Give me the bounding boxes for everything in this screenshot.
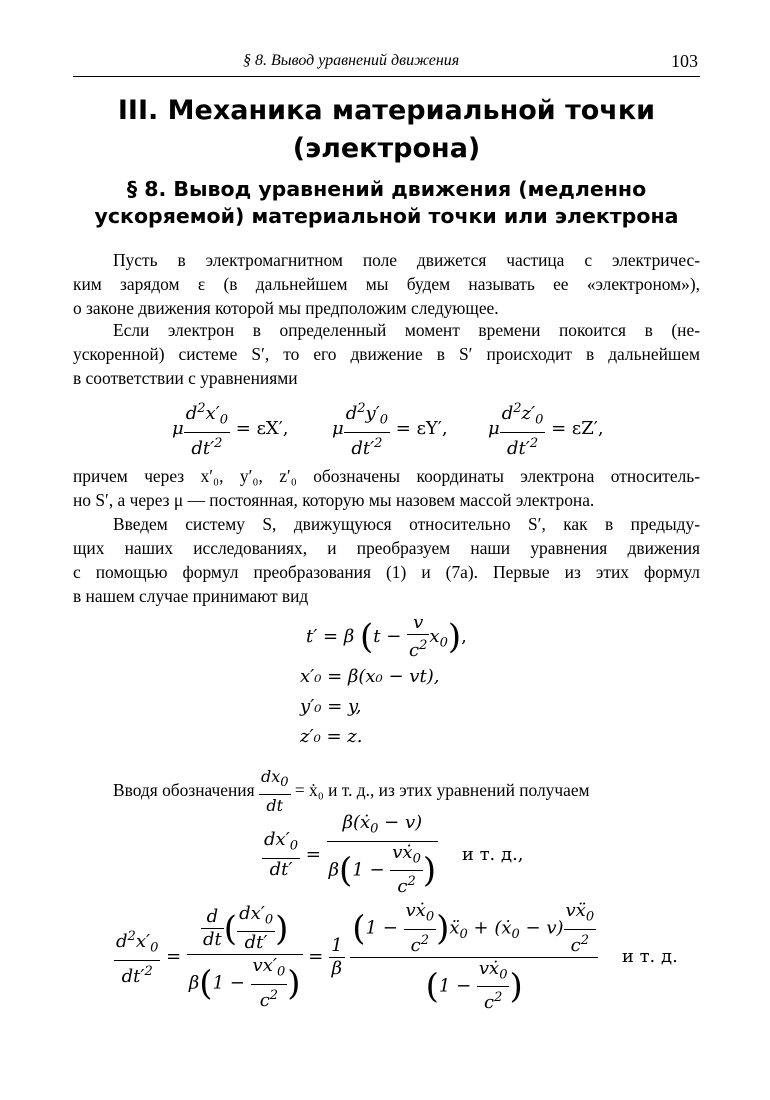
paragraph-line: Пусть в электромагнитном поле движется частица с электричес-: [113, 250, 700, 270]
chapter-title-line-2: (электрона): [292, 133, 481, 164]
running-title: § 8. Вывод уравнений движения: [243, 52, 460, 69]
paragraph-line: с помощью формул преобразования (1) и (7а). Первые из этих формул: [73, 562, 700, 582]
equation-transform-x: x′₀ = β(x₀ − vt),: [300, 666, 440, 687]
etc-final-label: и т. д.: [621, 946, 678, 968]
inline-fraction: $\frac{dx_0}{dt}$: [260, 767, 289, 816]
paragraph-4: [73, 512, 700, 608]
paragraph-line: в нашем случае принимают вид: [73, 586, 309, 606]
paragraph-line: Если электрон в определенный момент времени покоится в (не-: [113, 320, 700, 340]
paragraph-line: щих наших исследованиях, и преобразуем наши уравнения движения: [73, 538, 700, 558]
equation-motion-x: μ $\frac{d^2x'_0}{dt'^2}$ = εX′,: [172, 398, 289, 460]
equation-motion-z: μ $\frac{d^2z'_0}{dt'^2}$ = εZ′,: [488, 398, 604, 460]
etc-label: и т. д.,: [461, 844, 524, 866]
paragraph-5: [113, 766, 703, 817]
section-title-line-2: ускоряемой) материальной точки или электрона: [94, 204, 679, 228]
paragraph-line: ускоренной) системе S′, то его движение в S′ происходит в дальнейшем: [73, 344, 700, 364]
equation-transform-z: z′₀ = z.: [300, 726, 363, 747]
paragraph-5-before: Вводя обозначения: [113, 780, 255, 801]
paragraph-line: о законе движения которой мы предположим следующее.: [73, 298, 499, 318]
equation-velocity: $\frac{dx'_0}{dt'}$ = β(ẋ$_0$ − v) β(1 − $\frac{vẋ_0}{c^2}$ ) и т. д.,: [264, 812, 524, 898]
chapter-title-line-1: III. Механика материальной точки: [117, 95, 656, 126]
paragraph-2: [73, 318, 700, 390]
page-number: 103: [671, 51, 698, 71]
chapter-title: [73, 92, 700, 168]
paragraph-3: [73, 464, 700, 512]
running-head: [73, 50, 700, 77]
paragraph-line: но S′, а через μ — постоянная, которую мы назовем массой электрона.: [73, 490, 595, 510]
equation-motion-y: μ $\frac{d^2y'_0}{dt'^2}$ = εY′,: [332, 398, 448, 460]
paragraph-1: [73, 248, 700, 320]
section-title-line-1: § 8. Вывод уравнений движения (медленно: [126, 177, 647, 201]
equation-acceleration: $\frac{d^2x'_0}{dt'^2}$ = $\frac{d}{dt}$ ( $\frac{dx'_0}{dt'}$ ) β(1 − $\frac{vx'_0}{c^2}$ ) = $\frac{1}{\beta}$ (1 − $\frac{vẋ_0}{c^2}$ )ẍ$_0$ + (ẋ$_0$ − v) $\frac{vẍ_0}{c^2}$ (1 − $\frac{vẋ_0}{c^2}$ ) и т. д.: [116, 900, 678, 1014]
equation-transform-y: y′₀ = y,: [300, 696, 362, 717]
paragraph-line: в соответствии с уравнениями: [73, 368, 298, 388]
paragraph-5-after: = ẋ₀ и т. д., из этих уравнений получаем: [294, 780, 590, 801]
section-title: [73, 176, 700, 230]
paragraph-line: ким зарядом ε (в дальнейшем мы будем называть ее «электроном»),: [73, 274, 700, 294]
paragraph-line: причем через x′₀, y′₀, z′₀ обозначены координаты электрона относитель-: [73, 466, 700, 486]
paragraph-line: Введем систему S, движущуюся относительно S′, как в предыду-: [113, 514, 700, 534]
equation-transform-t: t′ = β (t − $\frac{v}{c^2}$ $x_0$),: [306, 612, 467, 661]
